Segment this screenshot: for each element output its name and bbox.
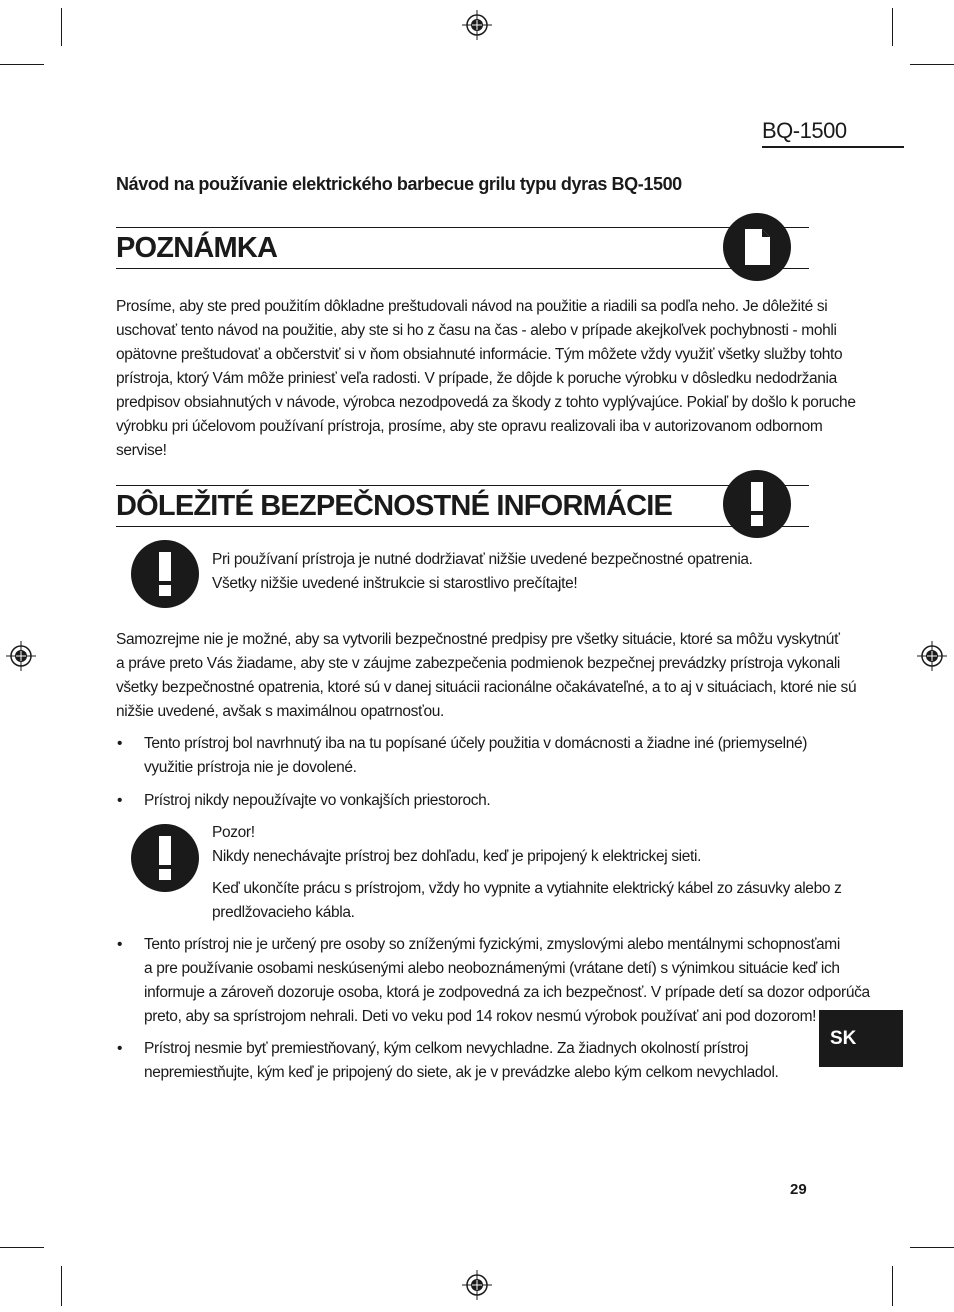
registration-mark-icon (462, 1270, 492, 1300)
section-title: DÔLEŽITÉ BEZPEČNOSTNÉ INFORMÁCIE (116, 490, 673, 522)
list-item: Tento prístroj bol navrhnutý iba na tu popísané účely použitia v domácnosti a žiadne iné (priemyselné) (144, 735, 808, 752)
bullet-marker: • (117, 792, 123, 809)
text-line: opätovne preštudovať a občerstviť si v ňom obsiahnuté informácie. Tým môžete vždy využiť všetky služby tohto (116, 346, 843, 363)
crop-mark (910, 1247, 954, 1248)
text-line: a práve preto Vás žiadame, aby ste v záujme zabezpečenia podmienok bezpečnej prevádzky prístroja vykonali (116, 655, 841, 672)
exclamation-icon (131, 824, 199, 892)
registration-mark-icon (6, 641, 36, 671)
text-line: nižšie uvedené, avšak s maximálnou opatrnosťou. (116, 703, 444, 720)
bullet-marker: • (117, 936, 123, 953)
list-item: a pre používanie osobami neskúsenými alebo neoboznámenými (vrátane detí) s výnimkou situácie keď ich (144, 960, 840, 977)
registration-mark-icon (917, 641, 947, 671)
warning-text: Nikdy nenechávajte prístroj bez dohľadu, keď je pripojený k elektrickej sieti. (212, 848, 702, 865)
crop-mark (61, 8, 62, 46)
warning-text: Keď ukončíte prácu s prístrojom, vždy ho vypnite a vytiahnite elektrický kábel zo zásuvky alebo z (212, 880, 842, 897)
warning-text: predlžovacieho kábla. (212, 904, 355, 921)
list-item: využitie prístroja nie je dovolené. (144, 759, 357, 776)
registration-mark-icon (462, 10, 492, 40)
crop-mark (910, 64, 954, 65)
section-heading-note (116, 227, 809, 269)
document-title: Návod na používanie elektrického barbecue grilu typu dyras BQ-1500 (116, 174, 682, 194)
list-item: Prístroj nesmie byť premiestňovaný, kým celkom nevychladne. Za žiadnych okolností prístroj (144, 1040, 749, 1057)
crop-mark (0, 64, 44, 65)
text-line: výrobku pri účelovom používaní prístroja, prosíme, aby ste opravu realizovali iba v autorizovanom odbornom (116, 418, 823, 435)
text-line: servise! (116, 442, 167, 459)
warning-text: Všetky nižšie uvedené inštrukcie si starostlivo prečítajte! (212, 575, 578, 592)
text-line: predpisov obsiahnutých v návode, výrobca nezodpovedá za škody z tohto vyplývajúce. Pokiaľ by došlo k poruche (116, 394, 856, 411)
exclamation-icon (723, 470, 791, 538)
crop-mark (892, 1266, 893, 1306)
document-icon (723, 213, 791, 281)
text-line: prístroja, ktorý Vám môže priniesť veľa radosti. V prípade, že dôjde k poruche výrobku v dôsledku nedodržania (116, 370, 837, 387)
list-item: Prístroj nikdy nepoužívajte vo vonkajších priestoroch. (144, 792, 491, 809)
section-heading-safety (116, 485, 809, 527)
text-line: všetky bezpečnostné opatrenia, ktoré sú v danej situácii racionálne očakávateľné, a to aj v situáciach, ktoré nie sú (116, 679, 857, 696)
list-item: nepremiestňujte, kým keď je pripojený do siete, ak je v prevádzke alebo kým celkom nevychladol. (144, 1064, 779, 1081)
crop-mark (892, 8, 893, 46)
model-number: BQ-1500 (762, 118, 904, 148)
list-item: Tento prístroj nie je určený pre osoby so zníženými fyzickými, zmyslovými alebo mentálnymi schopnosťami (144, 936, 840, 953)
section-title: POZNÁMKA (116, 232, 278, 264)
text-line: uschovať tento návod na použitie, aby ste si ho z času na čas - alebo v prípade akejkoľvek pochybnosti - mohli (116, 322, 837, 339)
bullet-marker: • (117, 1040, 123, 1057)
language-tab: SK (819, 1010, 903, 1067)
bullet-marker: • (117, 735, 123, 752)
warning-text: Pri používaní prístroja je nutné dodržiavať nižšie uvedené bezpečnostné opatrenia. (212, 551, 753, 568)
list-item: informuje a zároveň dozoruje osoba, ktorá je zodpovedná za ich bezpečnosť. V prípade detí sa dozor odporúča (144, 984, 870, 1001)
crop-mark (61, 1266, 62, 1306)
list-item: preto, aby sa sprístrojom nehrali. Deti vo veku pod 14 rokov nesmú výrobok používať ani pod dozorom! (144, 1008, 817, 1025)
exclamation-icon (131, 540, 199, 608)
text-line: Prosíme, aby ste pred použitím dôkladne preštudovali návod na použitie a riadili sa podľa neho. Je dôležité si (116, 298, 828, 315)
text-line: Samozrejme nie je možné, aby sa vytvorili bezpečnostné predpisy pre všetky situácie, ktoré sa môžu vyskytnúť (116, 631, 840, 648)
crop-mark (0, 1247, 44, 1248)
warning-title: Pozor! (212, 824, 255, 841)
page-number: 29 (790, 1181, 807, 1198)
